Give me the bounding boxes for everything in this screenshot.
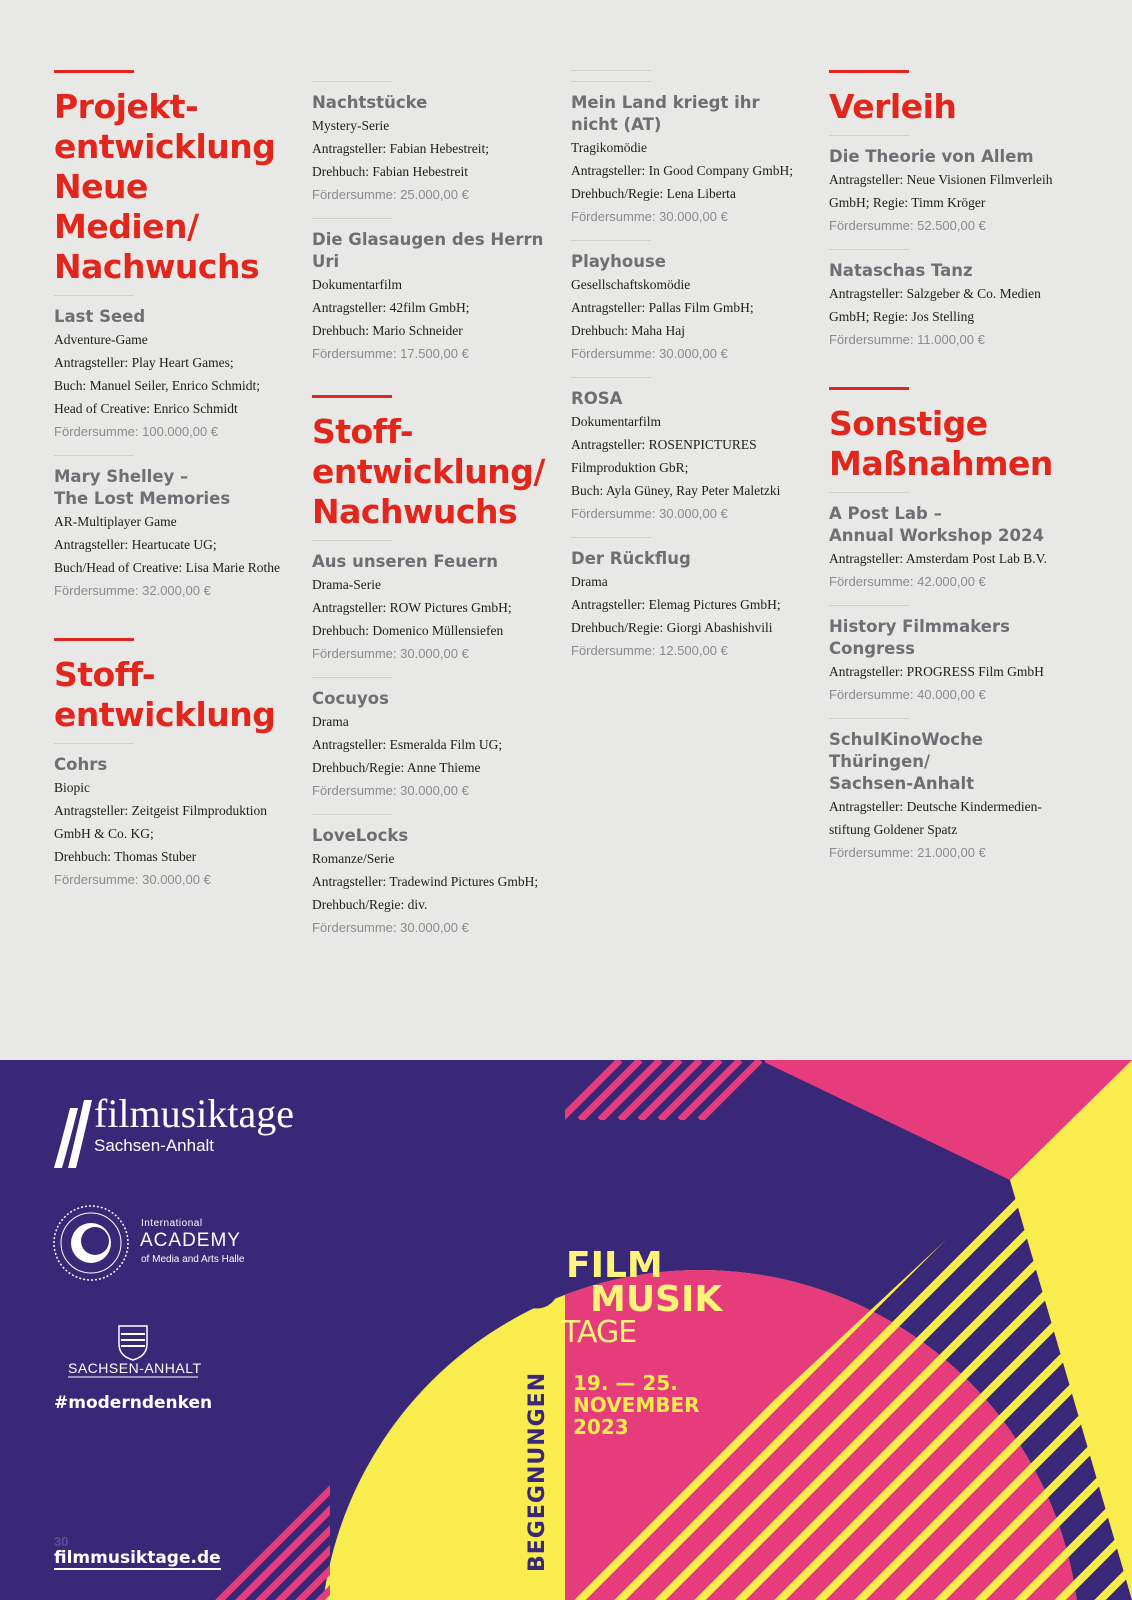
entry-detail-line: Drehbuch: Domenico Müllensiefen	[312, 623, 504, 638]
entry-funding-amount: Fördersumme: 25.000,00 €	[312, 187, 469, 202]
entry-funding-amount: Fördersumme: 30.000,00 €	[571, 506, 728, 521]
entry-title: Cocuyos	[312, 689, 389, 708]
entry-title: A Post Lab – Annual Workshop 2024	[829, 504, 1044, 545]
entry-detail-line: Drehbuch/Regie: Lena Liberta	[571, 186, 736, 201]
academy-label-small: International	[141, 1218, 203, 1229]
funding-entry	[571, 377, 811, 525]
section-heading-line: entwicklung/	[312, 452, 545, 491]
entry-detail-line: Antragsteller: Pallas Film GmbH;	[571, 300, 754, 315]
funding-entry	[54, 743, 294, 891]
entry-funding-amount: Fördersumme: 11.000,00 €	[829, 332, 985, 347]
section-heading-stoffentwicklung-nachwuchs	[312, 412, 552, 532]
entry-funding-amount: Fördersumme: 32.000,00 €	[54, 583, 211, 598]
entry-divider	[312, 814, 392, 815]
entry-detail-line: GmbH; Regie: Jos Stelling	[829, 309, 975, 324]
entry-title: Nachtstücke	[312, 93, 428, 112]
entry-detail-line: Antragsteller: ROSENPICTURES	[571, 437, 757, 452]
section-heading-line: Nachwuchs	[312, 492, 518, 531]
festival-edition-number: 16	[446, 1200, 562, 1335]
entry-detail-line: Drama-Serie	[312, 577, 381, 592]
section-heading-stoffentwicklung	[54, 655, 294, 735]
entry-detail-line: Drama	[571, 574, 608, 589]
entry-detail-line: Buch: Ayla Güney, Ray Peter Maletzki	[571, 483, 781, 498]
entry-detail-line: Tragikomödie	[571, 140, 648, 155]
funding-entry	[571, 537, 811, 662]
entry-detail-line: Antragsteller: Heartucate UG;	[54, 537, 217, 552]
entry-title: ROSA	[571, 389, 623, 408]
funding-entry	[54, 455, 294, 602]
entry-funding-amount: Fördersumme: 30.000,00 €	[312, 783, 469, 798]
section-heading-line: entwicklung	[54, 695, 276, 734]
funding-entry	[829, 249, 1069, 351]
entry-divider	[829, 718, 909, 719]
funding-entry	[312, 81, 552, 206]
section-heading-line: Nachwuchs	[54, 247, 260, 286]
state-name: SACHSEN-ANHALT	[68, 1360, 202, 1376]
section-heading-line: Stoff-	[54, 655, 156, 694]
entry-detail-line: Buch: Manuel Seiler, Enrico Schmidt;	[54, 378, 261, 393]
section-heading-line: Verleih	[829, 87, 957, 126]
entry-detail-line: Drehbuch: Thomas Stuber	[54, 849, 197, 864]
entry-title: Aus unseren Feuern	[312, 552, 499, 571]
entry-funding-amount: Fördersumme: 30.000,00 €	[312, 646, 469, 661]
funding-entry	[312, 677, 552, 802]
entry-detail-line: Dokumentarfilm	[571, 414, 661, 429]
entry-detail-line: Romanze/Serie	[312, 851, 395, 866]
entry-title: Der Rückflug	[571, 549, 691, 568]
funding-entry	[312, 540, 552, 665]
entry-detail-line: GmbH & Co. KG;	[54, 826, 154, 841]
festival-dates-line1: 19. — 25.	[573, 1371, 678, 1395]
entry-detail-line: Antragsteller: Salzgeber & Co. Medien	[829, 286, 1041, 301]
funding-entry	[829, 605, 1069, 706]
entry-divider	[54, 455, 134, 456]
entry-detail-line: Dokumentarfilm	[312, 277, 402, 292]
festival-dates-line3: 2023	[573, 1415, 629, 1439]
entry-divider	[312, 540, 392, 541]
festival-word-musik: MUSIK	[590, 1279, 723, 1320]
entry-title: Mary Shelley – The Lost Memories	[54, 467, 231, 508]
entry-funding-amount: Fördersumme: 42.000,00 €	[829, 574, 986, 589]
entry-detail-line: Antragsteller: Esmeralda Film UG;	[312, 737, 503, 752]
section-heading-line: Stoff-	[312, 412, 414, 451]
entry-detail-line: Mystery-Serie	[312, 118, 390, 133]
festival-footer-poster	[0, 1060, 1132, 1600]
entry-divider	[829, 605, 909, 606]
festival-dates-line2: NOVEMBER	[573, 1393, 700, 1417]
entry-title: Die Glasaugen des Herrn Uri	[312, 230, 544, 271]
entry-detail-line: Drehbuch/Regie: div.	[312, 897, 428, 912]
festival-logo-subtitle: Sachsen-Anhalt	[94, 1136, 215, 1155]
entry-title: Nataschas Tanz	[829, 261, 973, 280]
funding-entry	[829, 492, 1069, 593]
section-accent-bar	[829, 387, 909, 390]
entry-title: Playhouse	[571, 252, 666, 271]
entry-funding-amount: Fördersumme: 30.000,00 €	[54, 872, 211, 887]
funding-entry	[571, 81, 811, 228]
entry-title: Die Theorie von Allem	[829, 147, 1034, 166]
section-accent-bar	[312, 395, 392, 398]
funding-entry	[312, 218, 552, 365]
entry-detail-line: Drehbuch: Mario Schneider	[312, 323, 463, 338]
entry-title: SchulKinoWoche Thüringen/ Sachsen-Anhalt	[829, 730, 984, 793]
entry-detail-line: GmbH; Regie: Timm Kröger	[829, 195, 986, 210]
entry-divider	[829, 249, 909, 250]
entry-divider	[829, 492, 909, 493]
festival-word-film: FILM	[566, 1245, 663, 1286]
funding-entry	[829, 718, 1069, 864]
section-heading-verleih	[829, 87, 1069, 127]
entry-divider	[829, 135, 909, 136]
entry-detail-line: Biopic	[54, 780, 90, 795]
entry-funding-amount: Fördersumme: 100.000,00 €	[54, 424, 219, 439]
entry-divider	[54, 295, 134, 296]
entry-detail-line: Drehbuch/Regie: Anne Thieme	[312, 760, 481, 775]
section-heading-line: Maßnahmen	[829, 444, 1053, 483]
academy-label: ACADEMY	[140, 1230, 241, 1251]
entry-detail-line: Drehbuch: Maha Haj	[571, 323, 685, 338]
funding-entry	[571, 240, 811, 365]
entry-detail-line: Drehbuch/Regie: Giorgi Abashishvili	[571, 620, 773, 635]
entry-funding-amount: Fördersumme: 17.500,00 €	[312, 346, 469, 361]
entry-divider	[571, 537, 651, 538]
column-3	[571, 70, 811, 674]
entry-detail-line: Antragsteller: Play Heart Games;	[54, 355, 234, 370]
column-1	[54, 70, 294, 903]
festival-word-tage: TAGE	[562, 1315, 637, 1350]
website-url: filmmusiktage.de	[54, 1548, 221, 1568]
entry-detail-line: Drehbuch: Fabian Hebestreit	[312, 164, 468, 179]
section-heading-line: Neue Medien/	[54, 167, 199, 246]
column-2	[312, 70, 552, 951]
entry-detail-line: Filmproduktion GbR;	[571, 460, 689, 475]
festival-logo-text: filmusiktage	[94, 1091, 294, 1136]
section-heading-line: entwicklung	[54, 127, 276, 166]
section-heading-line: Projekt-	[54, 87, 199, 126]
entry-title: History Filmmakers Congress	[829, 617, 1010, 658]
entry-detail-line: Antragsteller: ROW Pictures GmbH;	[312, 600, 512, 615]
entry-divider	[312, 81, 392, 82]
section-accent-bar	[54, 638, 134, 641]
entry-detail-line: AR-Multiplayer Game	[54, 514, 177, 529]
academy-subtitle: of Media and Arts Halle	[141, 1254, 245, 1265]
entry-funding-amount: Fördersumme: 52.500,00 €	[829, 218, 986, 233]
column-4	[829, 70, 1069, 876]
entry-detail-line: Gesellschaftskomödie	[571, 277, 691, 292]
festival-theme-vertical: BEGEGNUNGEN	[525, 1371, 550, 1572]
section-accent-bar	[54, 70, 134, 73]
entry-detail-line: Antragsteller: Tradewind Pictures GmbH;	[312, 874, 539, 889]
entry-detail-line: Antragsteller: Amsterdam Post Lab B.V.	[829, 551, 1047, 566]
page-number: 30	[54, 1534, 69, 1549]
funding-entry	[54, 295, 294, 443]
entry-title: Cohrs	[54, 755, 108, 774]
funding-entry	[312, 814, 552, 939]
funding-entry	[829, 135, 1069, 237]
entry-title: Last Seed	[54, 307, 146, 326]
entry-title: LoveLocks	[312, 826, 409, 845]
entry-detail-line: Antragsteller: Zeitgeist Filmproduktion	[54, 803, 267, 818]
entry-detail-line: Antragsteller: Deutsche Kindermedien-	[829, 799, 1042, 814]
entry-divider	[571, 377, 651, 378]
entry-detail-line: Antragsteller: 42film GmbH;	[312, 300, 470, 315]
entry-funding-amount: Fördersumme: 21.000,00 €	[829, 845, 986, 860]
entry-detail-line: Antragsteller: PROGRESS Film GmbH	[829, 664, 1044, 679]
entry-divider	[312, 677, 392, 678]
entry-detail-line: Drama	[312, 714, 349, 729]
entry-detail-line: Antragsteller: Fabian Hebestreit;	[312, 141, 489, 156]
entry-divider	[571, 81, 651, 82]
entry-divider	[571, 240, 651, 241]
entry-divider	[54, 743, 134, 744]
entry-detail-line: Head of Creative: Enrico Schmidt	[54, 401, 238, 416]
entry-funding-amount: Fördersumme: 40.000,00 €	[829, 687, 986, 702]
entry-detail-line: stiftung Goldener Spatz	[829, 822, 958, 837]
entry-detail-line: Antragsteller: Neue Visionen Filmverleih	[829, 172, 1053, 187]
entry-funding-amount: Fördersumme: 12.500,00 €	[571, 643, 728, 658]
entry-funding-amount: Fördersumme: 30.000,00 €	[571, 209, 728, 224]
entry-funding-amount: Fördersumme: 30.000,00 €	[312, 920, 469, 935]
entry-divider	[312, 218, 392, 219]
entry-title: Mein Land kriegt ihr nicht (AT)	[571, 93, 760, 134]
entry-detail-line: Adventure-Game	[54, 332, 148, 347]
entry-detail-line: Antragsteller: In Good Company GmbH;	[571, 163, 793, 178]
entry-funding-amount: Fördersumme: 30.000,00 €	[571, 346, 728, 361]
entry-detail-line: Buch/Head of Creative: Lisa Marie Rothe	[54, 560, 281, 575]
entry-detail-line: Antragsteller: Elemag Pictures GmbH;	[571, 597, 781, 612]
hashtag: #moderndenken	[54, 1393, 213, 1413]
section-heading-line: Sonstige	[829, 404, 988, 443]
section-heading-sonstige-massnahmen	[829, 404, 1069, 484]
section-heading-projektentwicklung	[54, 87, 294, 287]
section-accent-bar	[829, 70, 909, 73]
